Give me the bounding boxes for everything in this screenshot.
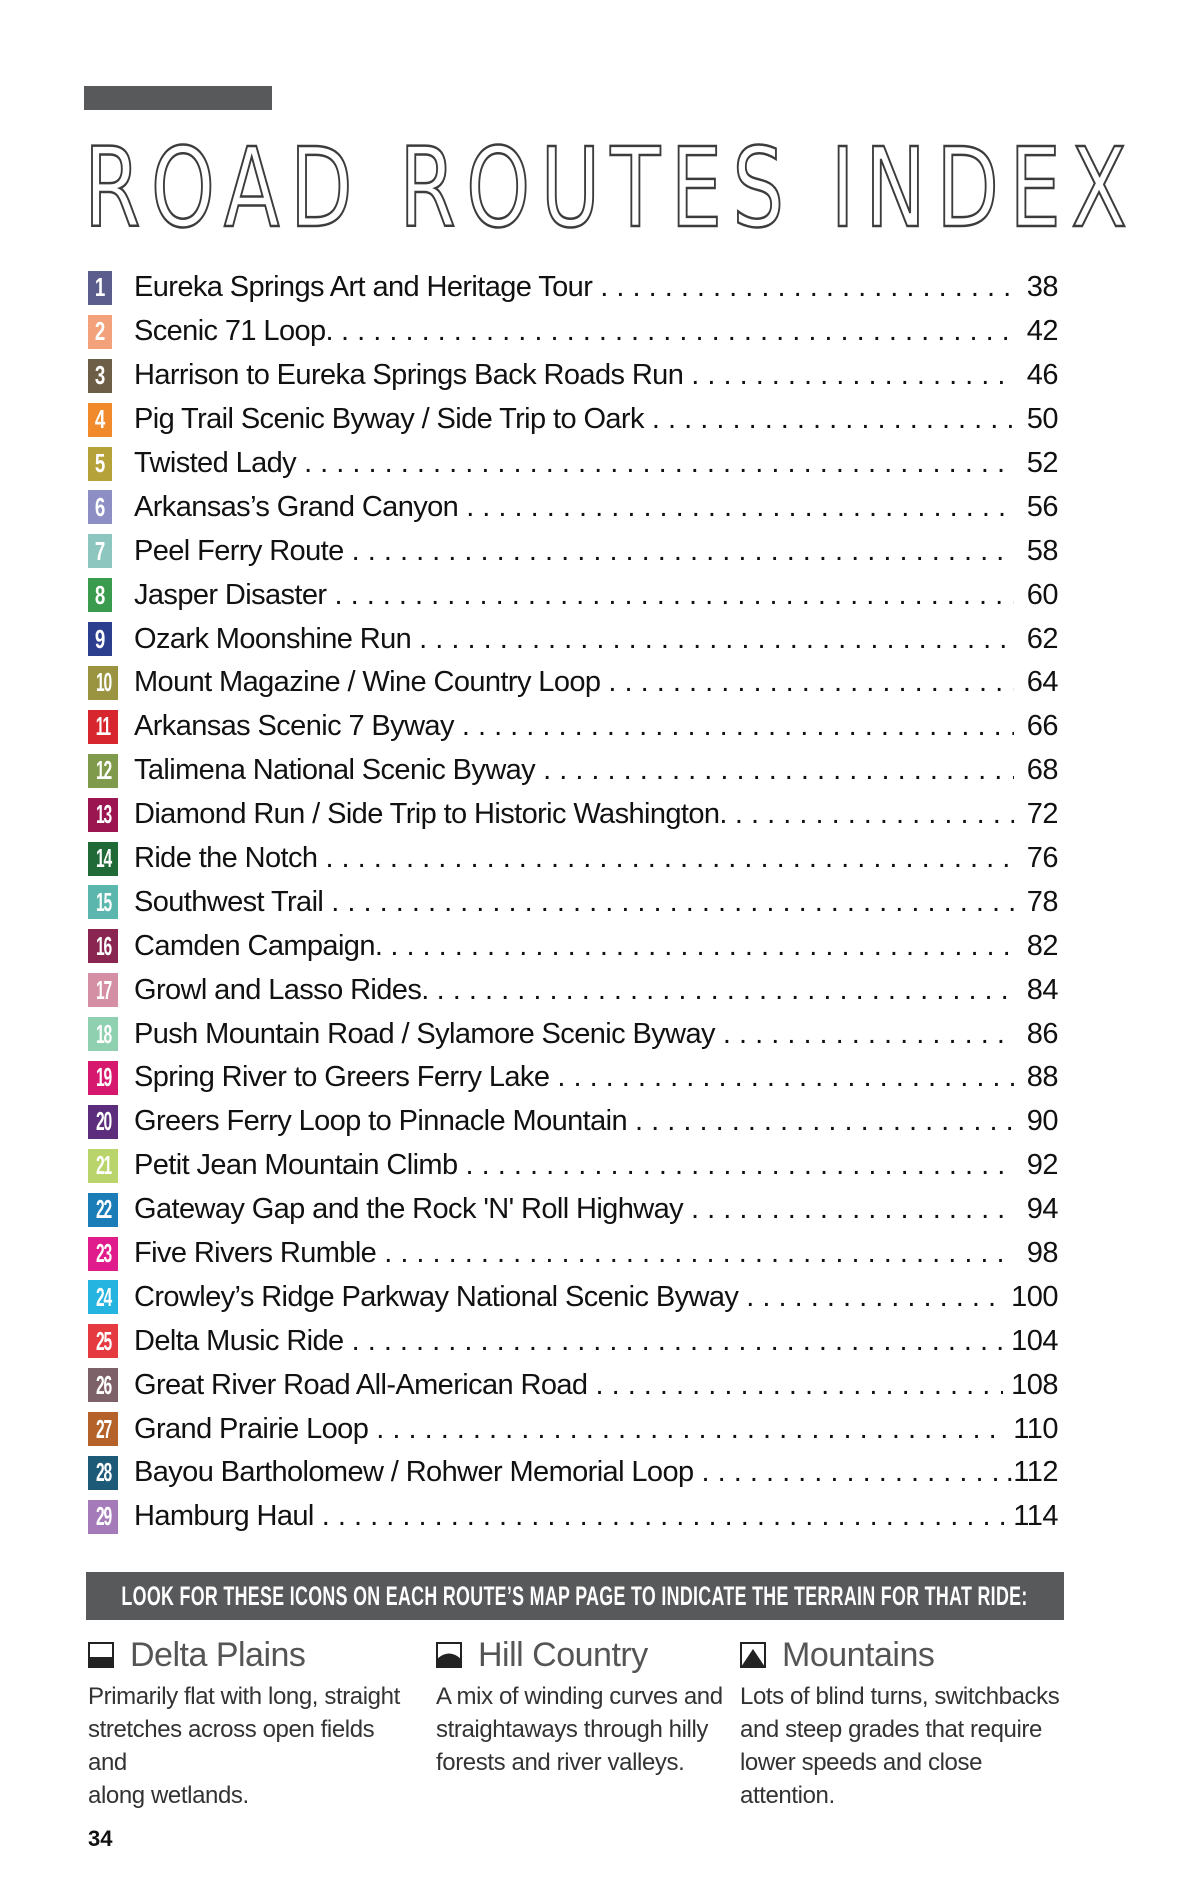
route-item	[88, 1056, 1058, 1100]
route-page-number: 114	[1013, 1500, 1058, 1533]
route-number-badge	[88, 1105, 118, 1139]
terrain-desc-line: forests and river valleys.	[436, 1749, 685, 1776]
route-name: Peel Ferry Route	[134, 534, 344, 567]
route-number: 20	[95, 1106, 111, 1137]
hill-country-icon	[436, 1642, 462, 1668]
route-name: Talimena National Scenic Byway	[134, 754, 536, 787]
route-number: 25	[95, 1325, 111, 1356]
route-name: Ozark Moonshine Run	[134, 622, 412, 655]
terrain-desc-line: and steep grades that require	[740, 1716, 1042, 1743]
dot-leader	[543, 754, 1014, 787]
route-number-badge	[88, 1324, 118, 1358]
route-name: Greers Ferry Loop to Pinnacle Mountain	[134, 1105, 628, 1138]
route-number-badge	[88, 973, 118, 1007]
route-number-badge	[88, 490, 112, 524]
route-number-badge	[88, 842, 118, 876]
route-number: 21	[95, 1150, 111, 1181]
route-name: Camden Campaign.	[134, 929, 383, 962]
route-number: 12	[95, 755, 111, 786]
page-number: 34	[88, 1826, 113, 1851]
route-page-number: 108	[1011, 1368, 1058, 1401]
route-number: 16	[95, 930, 111, 961]
route-name: Bayou Bartholomew / Rohwer Memorial Loop	[134, 1456, 694, 1489]
dot-leader	[735, 798, 1014, 831]
dot-leader	[390, 930, 1014, 963]
dot-leader	[557, 1061, 1014, 1094]
route-page-number: 64	[1026, 666, 1058, 699]
route-item	[88, 1363, 1058, 1407]
dot-leader	[419, 623, 1014, 656]
route-page-number: 52	[1026, 447, 1058, 479]
route-page-number: 86	[1026, 1017, 1058, 1050]
route-page-number: 72	[1026, 798, 1058, 831]
route-number: 17	[95, 974, 111, 1005]
route-number: 8	[95, 579, 105, 610]
header-accent-bar	[84, 86, 272, 110]
route-page-number: 60	[1026, 578, 1058, 611]
route-name: Ride the Notch	[134, 842, 318, 875]
route-number-badge	[88, 754, 118, 788]
dot-leader	[376, 1413, 1005, 1446]
terrain-desc-line: Lots of blind turns, switchbacks	[740, 1683, 1060, 1710]
dot-leader	[595, 1369, 1003, 1402]
route-item	[88, 1232, 1058, 1276]
terrain-desc-line: A mix of winding curves and	[436, 1683, 723, 1710]
route-name: Pig Trail Scenic Byway / Side Trip to Oark	[134, 403, 644, 436]
dot-leader	[462, 710, 1014, 743]
route-name: Arkansas Scenic 7 Byway	[134, 710, 454, 743]
terrain-desc-line: along wetlands.	[88, 1782, 249, 1809]
route-item	[88, 705, 1058, 749]
route-number: 29	[95, 1501, 111, 1532]
dot-leader	[325, 842, 1014, 875]
route-name: Gateway Gap and the Rock 'N' Roll Highway	[134, 1193, 684, 1226]
route-item	[88, 924, 1058, 968]
dot-leader	[723, 1018, 1014, 1051]
route-number: 2	[95, 316, 105, 347]
route-name: Eureka Springs Art and Heritage Tour	[134, 271, 593, 304]
route-number: 3	[95, 360, 105, 391]
route-page-number: 100	[1011, 1280, 1058, 1313]
dot-leader	[352, 1325, 1004, 1358]
route-number-badge	[88, 622, 112, 656]
route-number-badge	[88, 1237, 118, 1271]
route-number: 18	[95, 1018, 111, 1049]
route-item	[88, 749, 1058, 793]
route-number-badge	[88, 929, 118, 963]
terrain-name: Delta Plains	[130, 1635, 306, 1674]
route-number-badge	[88, 1456, 118, 1490]
route-page-number: 90	[1026, 1105, 1058, 1138]
route-number-badge	[88, 403, 112, 437]
mountains-icon	[740, 1642, 766, 1668]
route-page-number: 58	[1026, 534, 1058, 567]
route-number-badge	[88, 315, 112, 349]
terrain-name: Mountains	[782, 1635, 935, 1674]
route-number: 27	[95, 1413, 111, 1444]
route-page-number: 42	[1026, 315, 1058, 348]
route-item	[88, 573, 1058, 617]
route-number: 13	[95, 799, 111, 830]
route-number-badge	[88, 1061, 118, 1095]
route-item	[88, 1012, 1058, 1056]
page-title: ROAD ROUTES INDEX	[84, 124, 1138, 252]
route-number-badge	[88, 1017, 118, 1051]
dot-leader	[334, 579, 1014, 612]
delta-plains-icon	[88, 1642, 114, 1668]
route-page-number: 98	[1026, 1237, 1058, 1270]
route-item	[88, 661, 1058, 705]
route-name: Mount Magazine / Wine Country Loop	[134, 666, 601, 699]
route-name: Arkansas’s Grand Canyon	[134, 490, 459, 523]
route-item	[88, 1100, 1058, 1144]
dot-leader	[352, 535, 1014, 568]
route-name: Twisted Lady	[134, 447, 297, 479]
route-item	[88, 617, 1058, 661]
route-name: Delta Music Ride	[134, 1324, 344, 1357]
route-number: 4	[95, 404, 105, 435]
route-number: 19	[95, 1062, 111, 1093]
terrain-mountains	[740, 1632, 1080, 1812]
route-item	[88, 880, 1058, 924]
route-item	[88, 310, 1058, 354]
dot-leader	[466, 491, 1014, 524]
route-name: Jasper Disaster	[134, 578, 327, 611]
route-item	[88, 1407, 1058, 1451]
route-name: Harrison to Eureka Springs Back Roads Run	[134, 359, 684, 392]
route-name: Spring River to Greers Ferry Lake	[134, 1061, 550, 1094]
route-number-badge	[88, 1500, 118, 1534]
route-item	[88, 1451, 1058, 1495]
route-page-number: 104	[1011, 1324, 1058, 1357]
dot-leader	[600, 271, 1014, 304]
route-page-number: 94	[1026, 1193, 1058, 1226]
terrain-delta-plains	[88, 1632, 418, 1812]
route-number-badge	[88, 1368, 118, 1402]
route-name: Growl and Lasso Rides.	[134, 973, 429, 1006]
terrain-desc-line: lower speeds and close attention.	[740, 1749, 983, 1809]
route-number-badge	[88, 1280, 118, 1314]
route-name: Diamond Run / Side Trip to Historic Washington.	[134, 798, 727, 831]
route-number-badge	[88, 666, 118, 700]
route-page-number: 84	[1026, 973, 1058, 1006]
route-number-badge	[88, 534, 112, 568]
terrain-desc-line: straightaways through hilly	[436, 1716, 709, 1743]
route-item	[88, 354, 1058, 398]
route-page-number: 50	[1026, 403, 1058, 436]
dot-leader	[437, 974, 1014, 1007]
route-name: Hamburg Haul	[134, 1500, 314, 1533]
route-page-number: 78	[1026, 885, 1058, 918]
dot-leader	[702, 1456, 998, 1489]
route-number: 9	[95, 623, 105, 654]
route-item	[88, 793, 1058, 837]
dot-leader	[304, 447, 1014, 480]
dot-leader	[341, 315, 1014, 348]
terrain-desc-line: stretches across open fields and	[88, 1716, 375, 1776]
route-page-number: 62	[1026, 622, 1058, 655]
route-name: Push Mountain Road / Sylamore Scenic Byway	[134, 1017, 715, 1050]
terrain-hill-country	[436, 1632, 736, 1779]
dot-leader	[331, 886, 1014, 919]
terrain-icons-banner	[86, 1572, 1064, 1620]
dot-leader	[466, 1149, 1015, 1182]
route-number-badge	[88, 271, 112, 305]
route-item	[88, 1275, 1058, 1319]
route-name: Grand Prairie Loop	[134, 1412, 369, 1445]
route-page-number: .112	[1005, 1456, 1058, 1489]
terrain-name: Hill Country	[478, 1635, 648, 1674]
route-item	[88, 837, 1058, 881]
route-page-number: 68	[1026, 754, 1058, 787]
route-page-number: 66	[1026, 710, 1058, 743]
route-item	[88, 485, 1058, 529]
route-number: 7	[95, 535, 105, 566]
route-number: 22	[95, 1194, 111, 1225]
dot-leader	[384, 1237, 1014, 1270]
route-item	[88, 1144, 1058, 1188]
dot-leader	[635, 1105, 1014, 1138]
route-page-number: 88	[1026, 1061, 1058, 1094]
route-item	[88, 1319, 1058, 1363]
route-name: Southwest Trail	[134, 885, 324, 918]
dot-leader	[608, 666, 1014, 699]
route-name: Crowley’s Ridge Parkway National Scenic Byway	[134, 1280, 739, 1313]
route-number-badge	[88, 710, 118, 744]
route-number-badge	[88, 1412, 118, 1446]
route-number: 28	[95, 1457, 111, 1488]
route-number-badge	[88, 359, 112, 393]
route-page-number: 92	[1026, 1149, 1058, 1182]
route-item	[88, 968, 1058, 1012]
dot-leader	[652, 403, 1014, 436]
route-item	[88, 1188, 1058, 1232]
dot-leader	[691, 359, 1014, 392]
route-page-number: 110	[1013, 1412, 1058, 1445]
route-page-number: 76	[1026, 842, 1058, 875]
route-item	[88, 266, 1058, 310]
route-page-number: 82	[1026, 929, 1058, 962]
route-number: 5	[95, 448, 105, 478]
route-number-badge	[88, 578, 112, 612]
route-page-number: 46	[1026, 359, 1058, 392]
route-name: Scenic 71 Loop.	[134, 315, 333, 348]
route-number-badge	[88, 1149, 118, 1183]
route-page-number: 38	[1026, 271, 1058, 304]
dot-leader	[691, 1193, 1014, 1226]
route-item	[88, 1495, 1058, 1539]
route-list	[88, 266, 1058, 1539]
route-number: 10	[95, 667, 111, 698]
route-name: Five Rivers Rumble	[134, 1237, 377, 1270]
route-number: 1	[95, 272, 105, 303]
route-number: 6	[95, 491, 105, 522]
route-page-number: 56	[1026, 490, 1058, 523]
route-number: 14	[95, 843, 111, 874]
route-name: Petit Jean Mountain Climb	[134, 1149, 458, 1182]
route-number-badge	[88, 885, 118, 919]
dot-leader	[322, 1500, 1005, 1533]
terrain-desc-line: Primarily flat with long, straight	[88, 1683, 400, 1710]
route-name: Great River Road All-American Road	[134, 1368, 588, 1401]
route-item	[88, 529, 1058, 573]
route-number: 15	[95, 886, 111, 917]
route-number: 26	[95, 1369, 111, 1400]
route-number-badge	[88, 447, 112, 481]
dot-leader	[746, 1281, 1003, 1314]
route-number: 11	[95, 711, 111, 742]
route-number-badge	[88, 798, 118, 832]
terrain-icons-banner-text: LOOK FOR THESE ICONS ON EACH ROUTE’S MAP PAGE TO INDICATE THE TERRAIN FOR THAT RIDE:	[121, 1580, 1029, 1611]
route-number: 24	[95, 1281, 111, 1312]
route-item	[88, 442, 1058, 486]
route-item	[88, 398, 1058, 442]
route-number: 23	[95, 1238, 111, 1269]
route-number-badge	[88, 1193, 118, 1227]
